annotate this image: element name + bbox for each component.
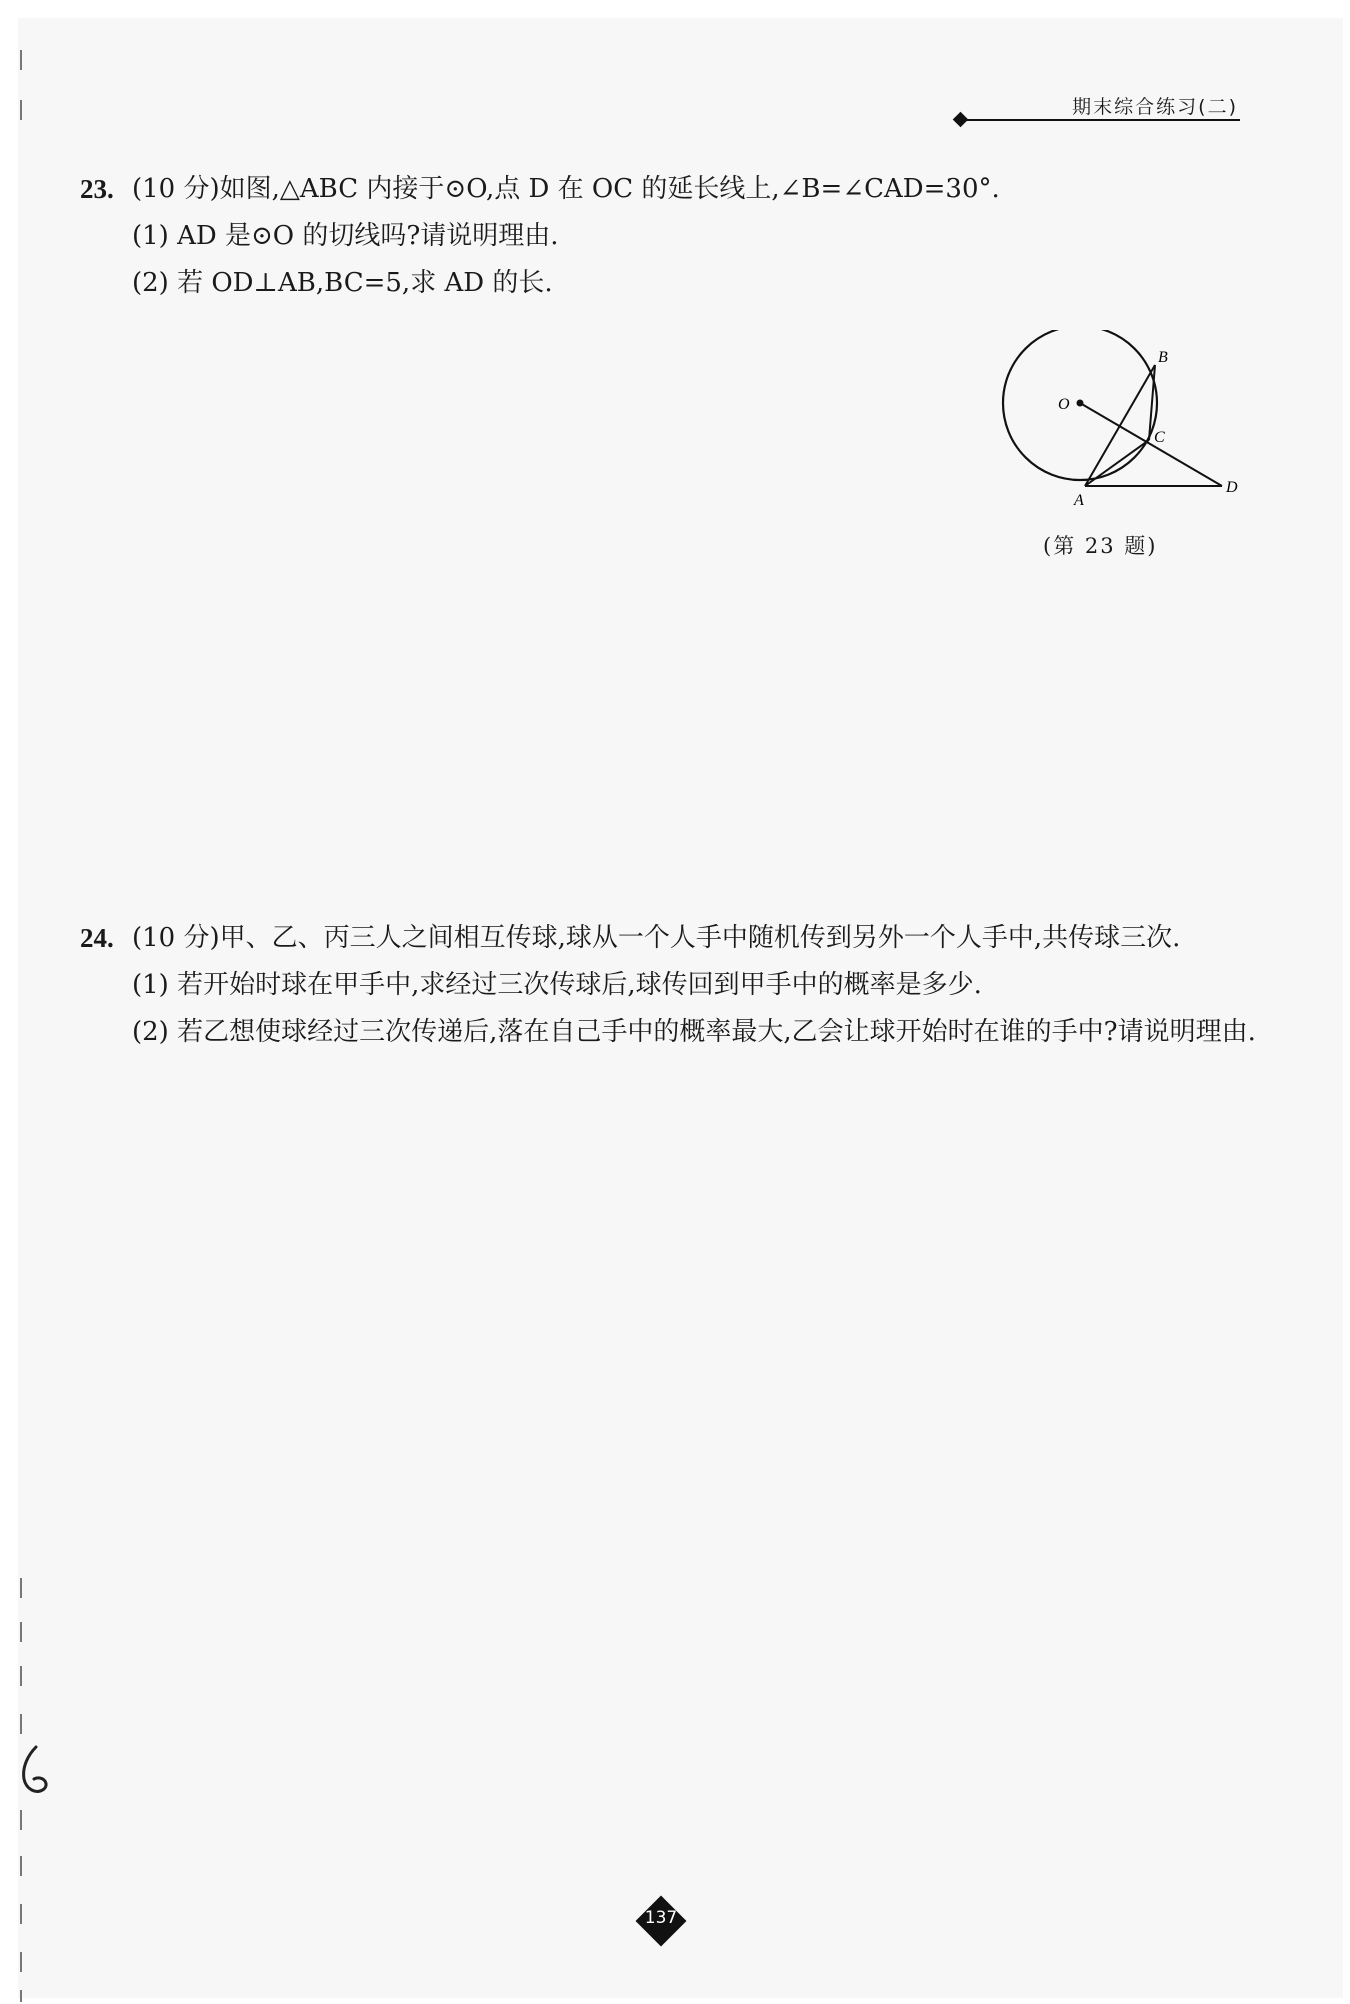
line-ac bbox=[1085, 440, 1149, 486]
margin-tick bbox=[20, 1622, 22, 1642]
figure-23 bbox=[990, 330, 1250, 524]
header-title: 期末综合练习(二) bbox=[1072, 96, 1238, 118]
problem-part-1: (1) AD 是⊙O 的切线吗?请说明理由. bbox=[132, 221, 559, 251]
margin-tick bbox=[20, 100, 22, 120]
margin-tick bbox=[20, 1810, 22, 1830]
problem-part-2: (2) 若乙想使球经过三次传递后,落在自己手中的概率最大,乙会让球开始时在谁的手中?请说明理由. bbox=[132, 1017, 1256, 1047]
margin-tick bbox=[20, 1856, 22, 1876]
page-number: 137 bbox=[644, 1908, 678, 1928]
margin-tick bbox=[20, 1990, 22, 2002]
problem-part-1: (1) 若开始时球在甲手中,求经过三次传球后,球传回到甲手中的概率是多少. bbox=[132, 970, 982, 1000]
problem-stem: (10 分)甲、乙、丙三人之间相互传球,球从一个人手中随机传到另外一个人手中,共传球三次. bbox=[132, 923, 1181, 953]
problem-part-2: (2) 若 OD⊥AB,BC=5,求 AD 的长. bbox=[132, 268, 553, 298]
label-a: A bbox=[1074, 492, 1084, 509]
margin-tick bbox=[20, 1904, 22, 1924]
margin-tick bbox=[20, 1952, 22, 1972]
center-dot bbox=[1077, 400, 1084, 407]
label-d: D bbox=[1226, 479, 1238, 496]
label-c: C bbox=[1154, 429, 1165, 446]
header-rule bbox=[963, 119, 1240, 121]
problem-number: 24. bbox=[80, 923, 114, 953]
label-o: O bbox=[1058, 396, 1070, 413]
margin-tick bbox=[20, 1578, 22, 1598]
geometry-diagram bbox=[990, 330, 1250, 520]
margin-tick bbox=[20, 50, 22, 70]
label-b: B bbox=[1158, 349, 1168, 366]
page-header bbox=[955, 88, 1240, 128]
handwritten-mark bbox=[14, 1745, 64, 1809]
problem-23 bbox=[80, 166, 1260, 307]
margin-tick bbox=[20, 1666, 22, 1686]
margin-tick bbox=[20, 1714, 22, 1734]
figure-caption: (第 23 题) bbox=[1043, 534, 1158, 558]
problem-number: 23. bbox=[80, 174, 114, 204]
page-number-badge bbox=[637, 1897, 685, 1945]
problem-stem: (10 分)如图,△ABC 内接于⊙O,点 D 在 OC 的延长线上,∠B=∠CAD=30°. bbox=[132, 174, 1000, 204]
pen-mark-icon bbox=[14, 1745, 64, 1805]
problem-24 bbox=[80, 915, 1265, 1056]
